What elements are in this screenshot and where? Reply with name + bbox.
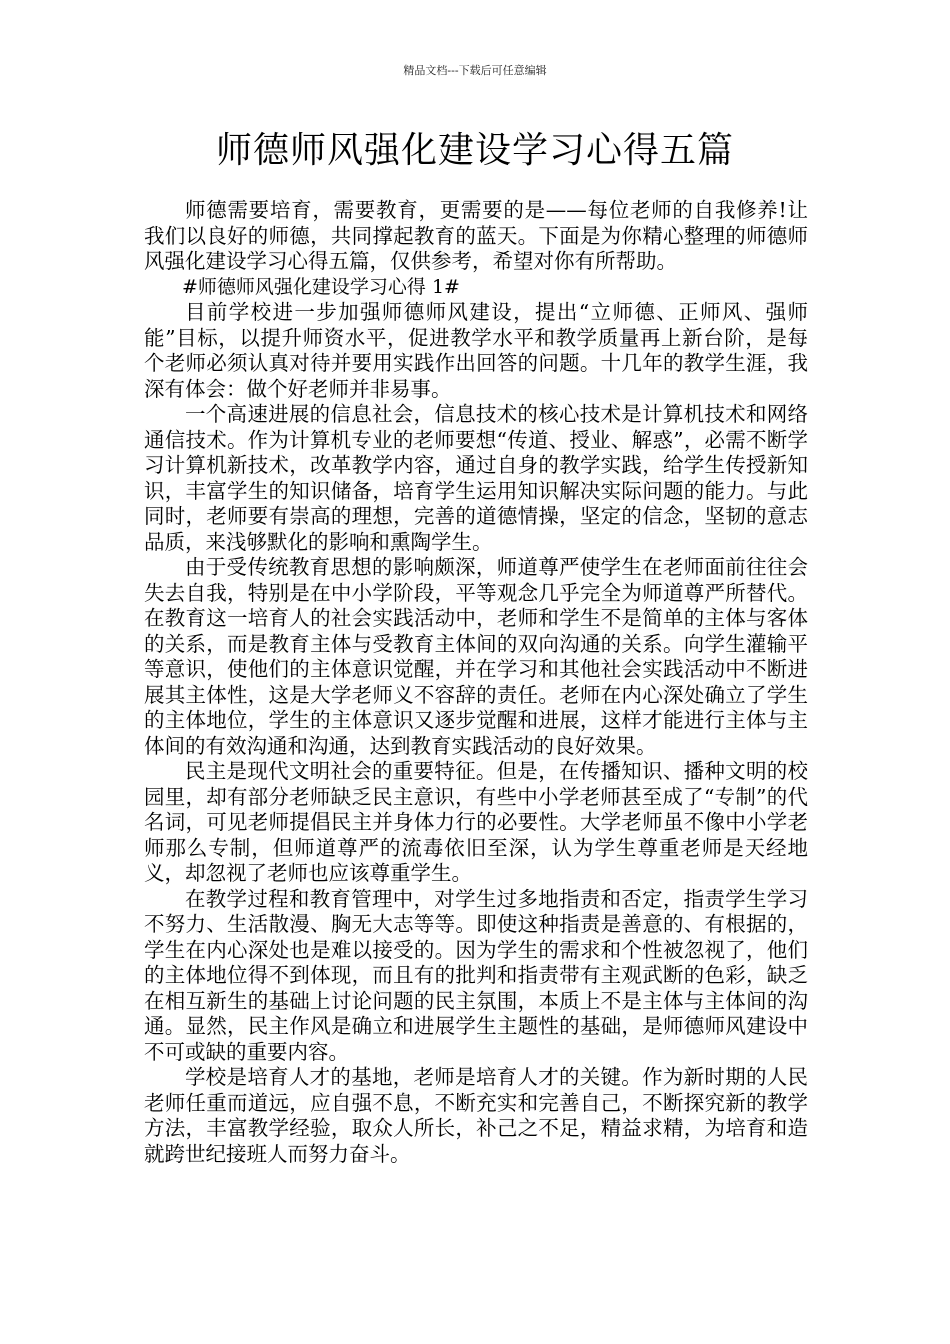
- section-heading: #师德师风强化建设学习心得 1#: [182, 275, 460, 298]
- body-paragraph-2: 一个高速进展的信息社会，信息技术的核心技术是计算机技术和网络通信技术。作为计算机专业的老师要想“传道、授业、解惑”，必需不断学习计算机新技术，改革教学内容，通过自身的教学实践，给学生传授新知识，丰富学生的知识储备，培育学生运用知识解决实际问题的能力。与此同时，老师要有崇高的理想，完善的道德情操，坚定的信念，坚韧的意志品质，来浅够默化的影响和熏陶学生。: [144, 402, 808, 554]
- header-note: 精品文档---下载后可任意编辑: [403, 64, 547, 77]
- page-title: 师德师风强化建设学习心得五篇: [215, 130, 734, 171]
- body-paragraph-6: 学校是培育人才的基地，老师是培育人才的关键。作为新时期的人民老师任重而道远，应自强不息，不断充实和完善自己，不断探究新的教学方法，丰富教学经验，取众人所长，补己之不足，精益求精，为培育和造就跨世纪接班人而努力奋斗。: [144, 1065, 808, 1166]
- document-body: [144, 198, 808, 1167]
- body-paragraph-5: 在教学过程和教育管理中，对学生过多地指责和否定，指责学生学习不努力、生活散漫、胸无大志等等。即使这种指责是善意的、有根据的，学生在内心深处也是难以接受的。因为学生的需求和个性被忽视了，他们的主体地位得不到体现，而且有的批判和指责带有主观武断的色彩，缺乏在相互新生的基础上讨论问题的民主氛围，本质上不是主体与主体间的沟通。显然，民主作风是确立和进展学生主题性的基础，是师德师风建设中不可或缺的重要内容。: [144, 886, 808, 1064]
- body-paragraph-1: 目前学校进一步加强师德师风建设，提出“立师德、正师风、强师能”目标，以提升师资水平，促进教学水平和教学质量再上新台阶，是每个老师必须认真对待并要用实践作出回答的问题。十几年的教学生涯，我深有体会：做个好老师并非易事。: [144, 300, 808, 401]
- body-paragraph-4: 民主是现代文明社会的重要特征。但是，在传播知识、播种文明的校园里，却有部分老师缺乏民主意识，有些中小学老师甚至成了“专制”的代名词，可见老师提倡民主并身体力行的必要性。大学老师虽不像中小学老师那么专制，但师道尊严的流毒依旧至深，认为学生尊重老师是天经地义，却忽视了老师也应该尊重学生。: [144, 759, 808, 885]
- intro-paragraph: 师德需要培育，需要教育，更需要的是——每位老师的自我修养!让我们以良好的师德，共同撑起教育的蓝天。下面是为你精心整理的师德师风强化建设学习心得五篇，仅供参考，希望对你有所帮助。: [144, 198, 808, 273]
- body-paragraph-3: 由于受传统教育思想的影响颇深，师道尊严使学生在老师面前往往会失去自我，特别是在中小学阶段，平等观念几乎完全为师道尊严所替代。在教育这一培育人的社会实践活动中，老师和学生不是简单的主体与客体的关系，而是教育主体与受教育主体间的双向沟通的关系。向学生灌输平等意识，使他们的主体意识觉醒，并在学习和其他社会实践活动中不断进展其主体性，这是大学老师义不容辞的责任。老师在内心深处确立了学生的主体地位，学生的主体意识又逐步觉醒和进展，这样才能进行主体与主体间的有效沟通和沟通，达到教育实践活动的良好效果。: [144, 555, 808, 758]
